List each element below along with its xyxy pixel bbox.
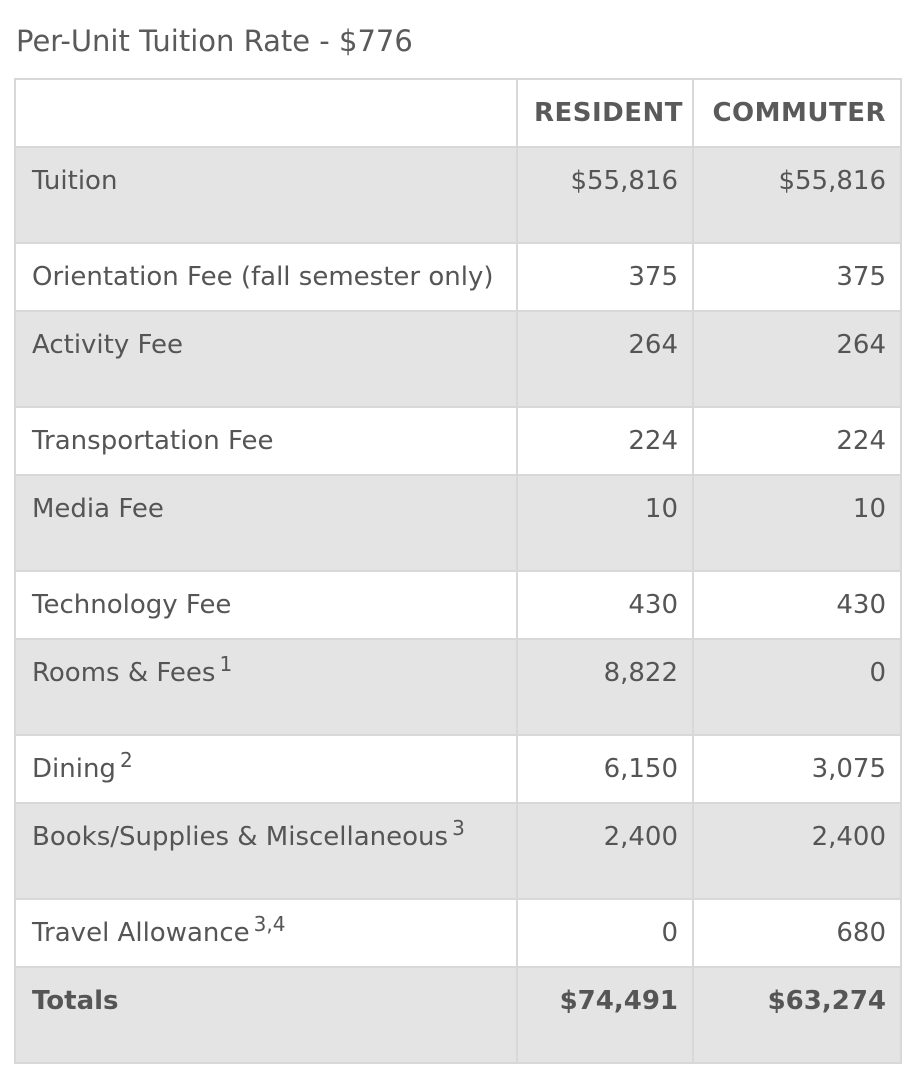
row-label: Transportation Fee — [15, 407, 517, 475]
footnote-marker: 3 — [452, 816, 465, 840]
resident-value: $55,816 — [517, 147, 693, 243]
row-totals — [15, 967, 901, 1063]
resident-value: 10 — [517, 475, 693, 571]
page-title: Per-Unit Tuition Rate - $776 — [16, 24, 413, 59]
row-label: Orientation Fee (fall semester only) — [15, 243, 517, 311]
row-label: Dining $^2$ — [15, 735, 517, 803]
row-label: Tuition — [15, 147, 517, 243]
header-resident: RESIDENT — [517, 79, 693, 147]
commuter-value: 0 — [693, 639, 901, 735]
row-label: Media Fee — [15, 475, 517, 571]
commuter-value: 375 — [693, 243, 901, 311]
footnote-marker: 1 — [219, 652, 233, 676]
row-media-fee — [15, 475, 901, 571]
resident-value: 0 — [517, 899, 693, 967]
header-label-cell — [15, 79, 517, 147]
resident-value: 375 — [517, 243, 693, 311]
totals-label: Totals — [15, 967, 517, 1063]
row-label: Rooms & Fees $^1$ — [15, 639, 517, 735]
resident-value: 264 — [517, 311, 693, 407]
resident-total: $74,491 — [517, 967, 693, 1063]
table-header-row — [15, 79, 901, 147]
commuter-value: 680 — [693, 899, 901, 967]
resident-value: 6,150 — [517, 735, 693, 803]
row-label: Activity Fee — [15, 311, 517, 407]
footnote-marker: 2 — [119, 748, 133, 772]
commuter-total: $63,274 — [693, 967, 901, 1063]
resident-value: 224 — [517, 407, 693, 475]
row-tuition — [15, 147, 901, 243]
commuter-value: 430 — [693, 571, 901, 639]
commuter-value: 2,400 — [693, 803, 901, 899]
commuter-value: 224 — [693, 407, 901, 475]
commuter-value: 10 — [693, 475, 901, 571]
resident-value: 2,400 — [517, 803, 693, 899]
footnote-marker: 3,4 — [253, 912, 286, 936]
row-activity-fee — [15, 311, 901, 407]
commuter-value: $55,816 — [693, 147, 901, 243]
row-books-supplies — [15, 803, 901, 899]
row-transportation-fee — [15, 407, 901, 475]
header-commuter: COMMUTER — [693, 79, 901, 147]
row-rooms-fees — [15, 639, 901, 735]
resident-value: 8,822 — [517, 639, 693, 735]
row-technology-fee — [15, 571, 901, 639]
row-label: Technology Fee — [15, 571, 517, 639]
row-label: Books/Supplies & Miscellaneous $^3$ — [15, 803, 517, 899]
row-label: Travel Allowance $^{3,4}$ — [15, 899, 517, 967]
row-travel-allowance — [15, 899, 901, 967]
commuter-value: 264 — [693, 311, 901, 407]
cost-of-attendance-table — [14, 78, 902, 1064]
commuter-value: 3,075 — [693, 735, 901, 803]
row-dining — [15, 735, 901, 803]
resident-value: 430 — [517, 571, 693, 639]
row-orientation-fee — [15, 243, 901, 311]
